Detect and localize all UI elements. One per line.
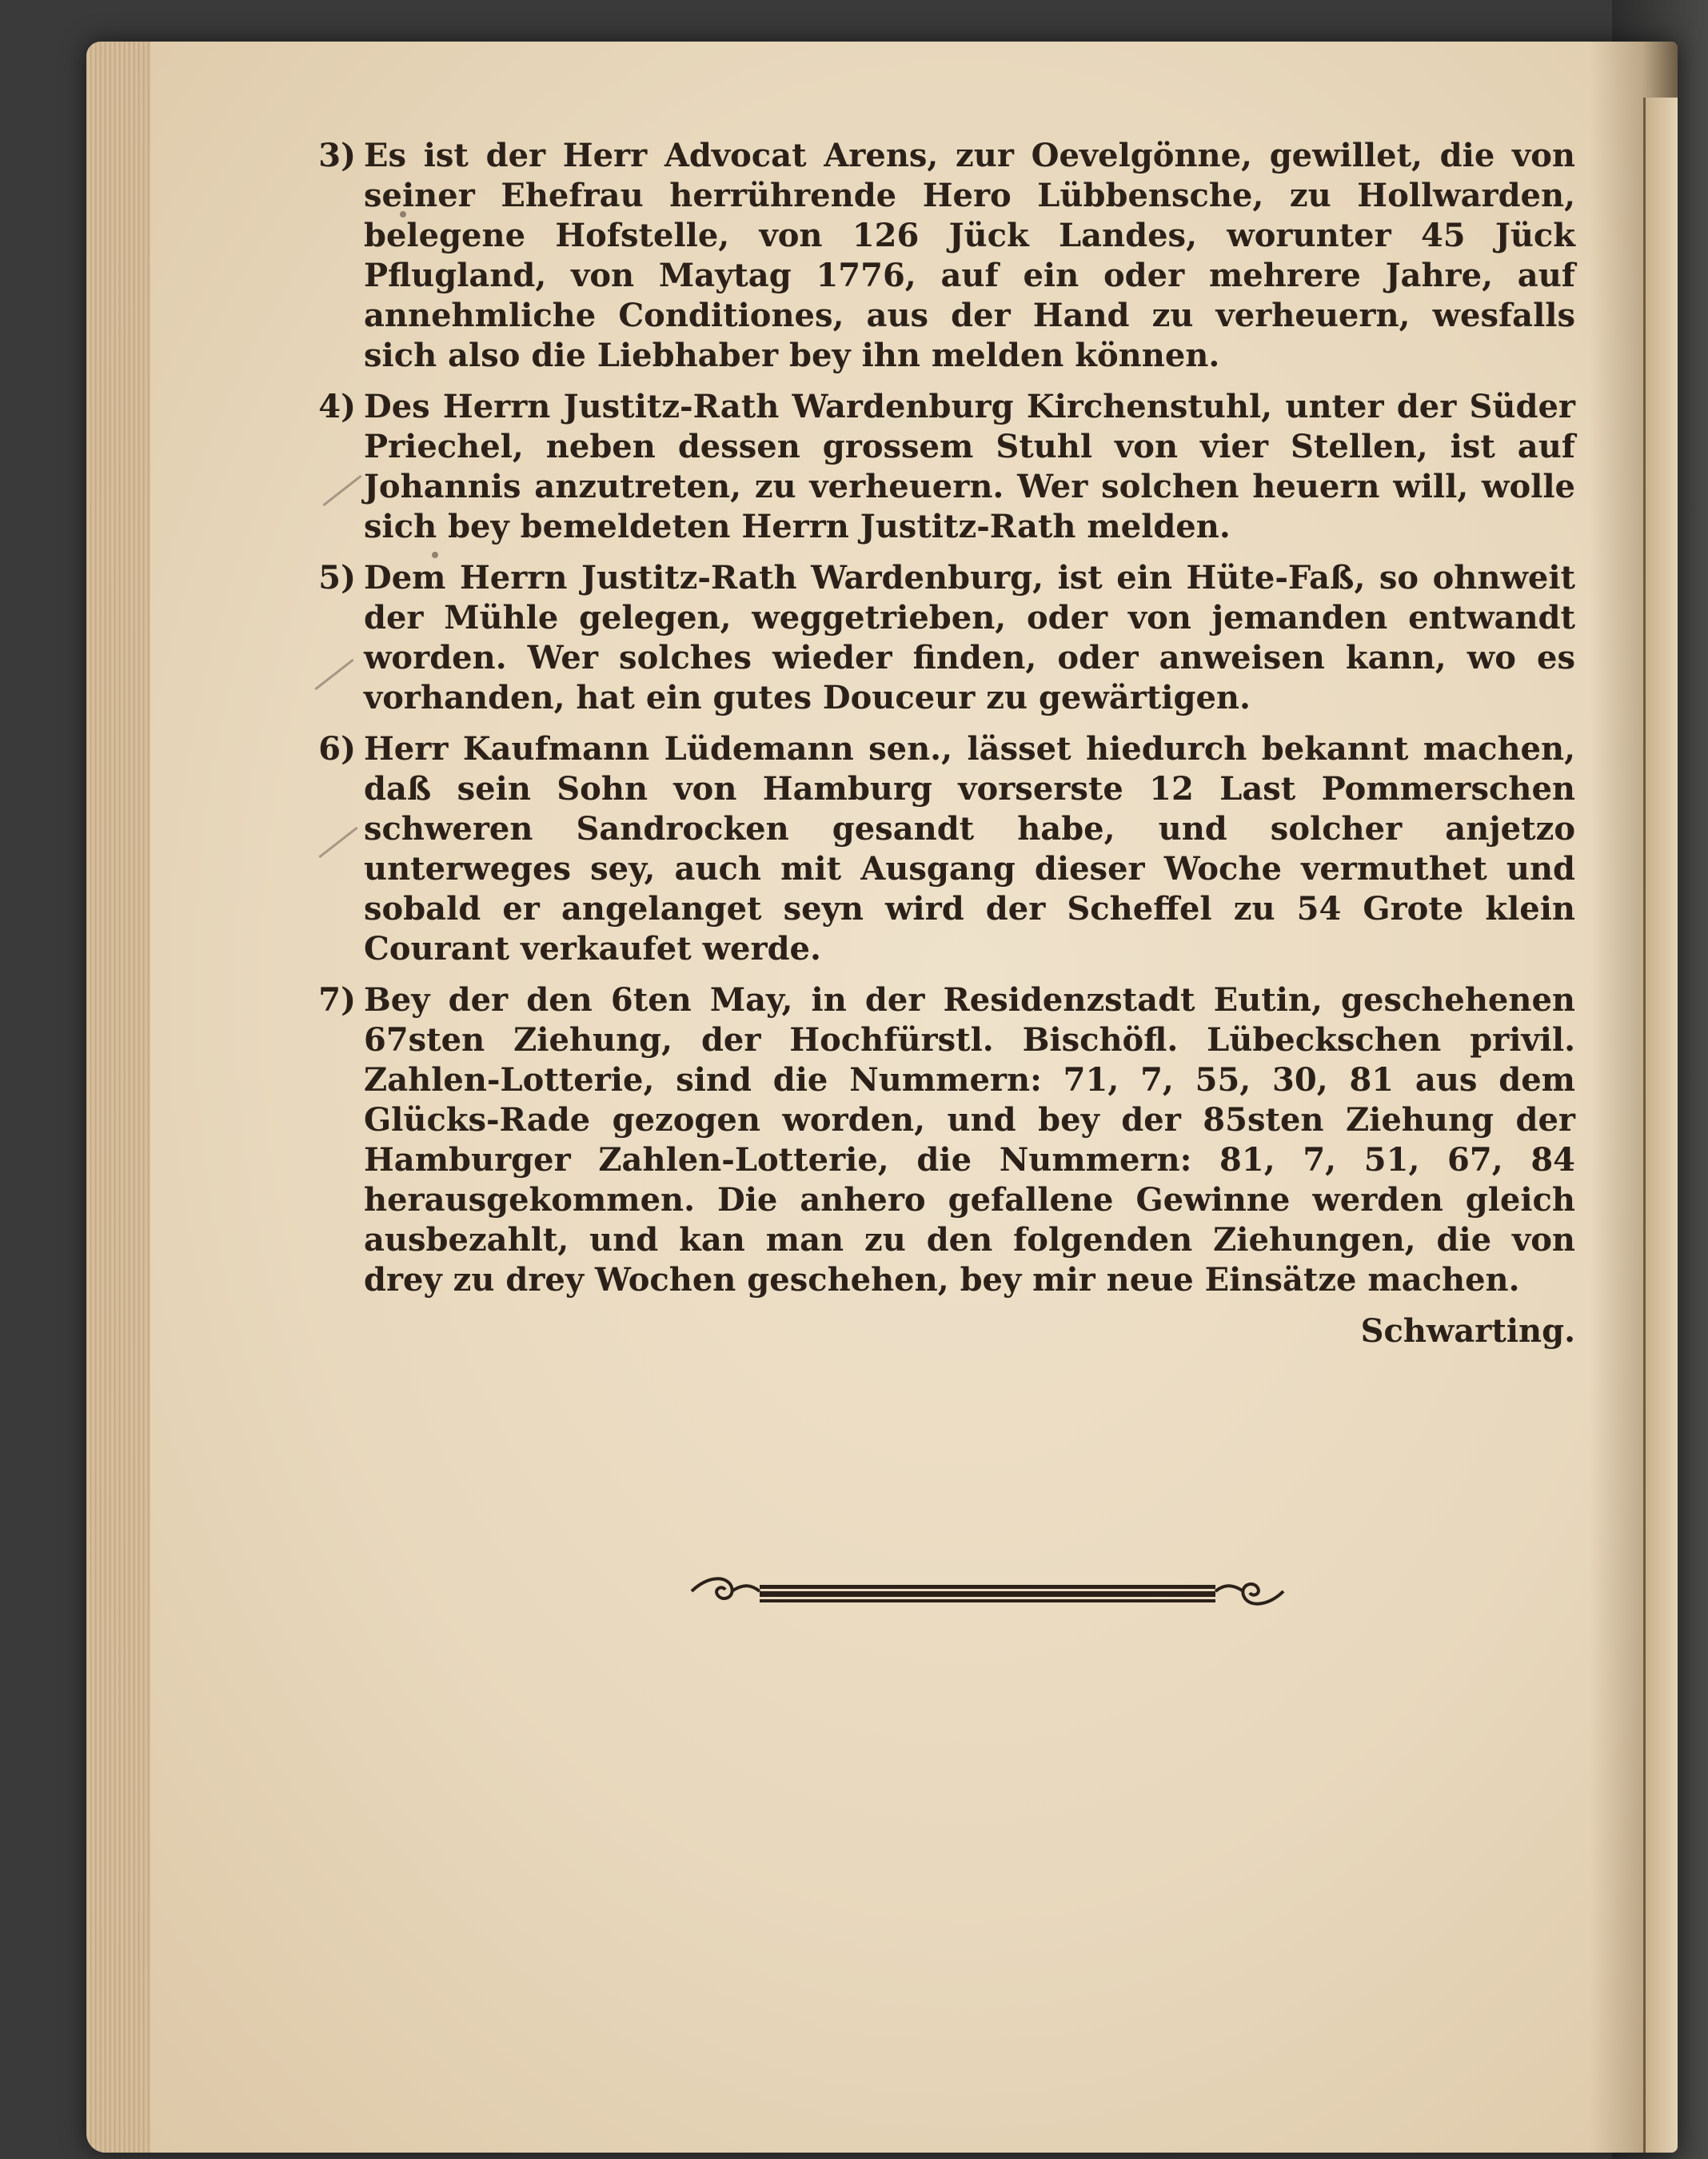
announcement-5 [318, 558, 1575, 718]
entry-body: Des Herrn Justitz-Rath Wardenburg Kirchenstuhl, unter der Süder Priechel, neben dessen grossem Stuhl von vier Stellen, ist auf Johannis anzutreten, zu verheuern. Wer solchen heuern will, wolle sich bey bemeldeten Herrn Justitz-Rath melden. [364, 388, 1575, 545]
entry-body: Dem Herrn Justitz-Rath Wardenburg, ist ein Hüte-Faß, so ohnweit der Mühle gelegen, weggetrieben, oder von jemanden entwandt worden. Wer solches wieder finden, oder anweisen kann, wo es vorhanden, hat ein gutes Douceur zu gewärtigen. [364, 559, 1575, 716]
facing-page-edge [1643, 98, 1678, 2153]
entry-number: 3) [318, 137, 356, 174]
entry-number: 6) [318, 730, 356, 768]
entry-number: 4) [318, 388, 356, 425]
pencil-mark [314, 659, 353, 690]
entry-number: 5) [318, 559, 356, 597]
page-edges [86, 42, 150, 2153]
announcement-6 [318, 729, 1575, 969]
entry-body: Herr Kaufmann Lüdemann sen., lässet hiedurch bekannt machen, daß sein Sohn von Hamburg vorserste 12 Last Pommerschen schweren Sandrocken gesandt habe, und solcher anjetzo unterweges sey, auch mit Ausgang dieser Woche vermuthet und sobald er angelanget seyn wird der Scheffel zu 54 Grote klein Courant verkaufet werde. [364, 730, 1575, 968]
entry-body: Bey der den 6ten May, in der Residenzstadt Eutin, geschehenen 67sten Ziehung, der Hochfürstl. Bischöfl. Lübeckschen privil. Zahlen-Lotterie, sind die Nummern: 71, 7, 55, 30, 81 aus dem Glücks-Rade gezogen worden, und bey der 85sten Ziehung der Hamburger Zahlen-Lotterie, die Nummern: 81, 7, 51, 67, 84 herausgekommen. Die anhero gefallene Gewinne werden gleich ausbezahlt, und kan man zu den folgenden Ziehungen, die von drey zu drey Wochen geschehen, bey mir neue Einsätze machen. [364, 981, 1575, 1299]
entry-body: Es ist der Herr Advocat Arens, zur Oevelgönne, gewillet, die von seiner Ehefrau herrührende Hero Lübbensche, zu Hollwarden, belegene Hofstelle, von 126 Jück Landes, worunter 45 Jück Pflugland, von Maytag 1776, auf ein oder mehrere Jahre, auf annehmliche Conditiones, aus der Hand zu verheuern, wesfalls sich also die Liebhaber bey ihn melden können. [364, 137, 1575, 374]
announcement-3 [318, 136, 1575, 376]
entry-number: 7) [318, 981, 356, 1019]
announcement-7 [318, 980, 1575, 1300]
pencil-mark [318, 827, 357, 858]
announcement-4 [318, 387, 1575, 547]
decorative-rule-ornament [684, 1567, 1291, 1615]
announcement-text [318, 136, 1575, 1351]
signature: Schwarting. [1360, 1312, 1575, 1350]
pencil-mark [322, 475, 361, 506]
